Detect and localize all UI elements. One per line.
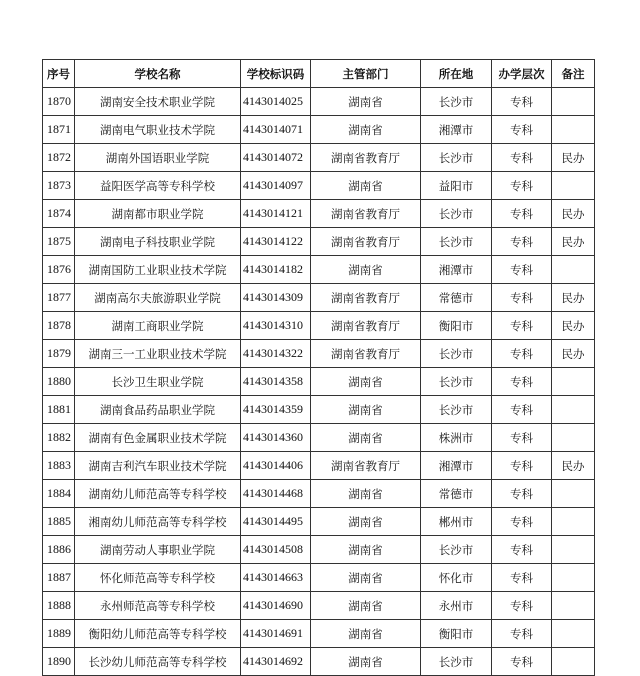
cell-level: 专科 [492,480,552,508]
cell-authority: 湖南省教育厅 [311,452,421,480]
table-row [43,424,595,452]
cell-level: 专科 [492,116,552,144]
cell-school-name: 湖南国防工业职业技术学院 [75,256,241,284]
table-row [43,508,595,536]
cell-school-name: 益阳医学高等专科学校 [75,172,241,200]
cell-school-code: 4143014310 [241,312,311,340]
cell-level: 专科 [492,508,552,536]
cell-remark [552,424,595,452]
cell-location: 长沙市 [421,396,492,424]
cell-index: 1875 [43,228,75,256]
cell-authority: 湖南省教育厅 [311,312,421,340]
table-row [43,340,595,368]
cell-index: 1886 [43,536,75,564]
cell-school-name: 湘南幼儿师范高等专科学校 [75,508,241,536]
cell-school-name: 湖南有色金属职业技术学院 [75,424,241,452]
cell-authority: 湖南省 [311,88,421,116]
cell-authority: 湖南省 [311,116,421,144]
cell-index: 1887 [43,564,75,592]
cell-school-code: 4143014122 [241,228,311,256]
cell-remark: 民办 [552,228,595,256]
cell-authority: 湖南省 [311,536,421,564]
cell-index: 1871 [43,116,75,144]
cell-authority: 湖南省 [311,620,421,648]
header-level: 办学层次 [492,60,552,88]
cell-location: 常德市 [421,284,492,312]
cell-index: 1880 [43,368,75,396]
cell-authority: 湖南省教育厅 [311,228,421,256]
cell-index: 1888 [43,592,75,620]
table-row [43,592,595,620]
cell-school-name: 长沙卫生职业学院 [75,368,241,396]
header-remark: 备注 [552,60,595,88]
cell-remark [552,368,595,396]
cell-location: 长沙市 [421,340,492,368]
cell-level: 专科 [492,452,552,480]
cell-school-code: 4143014358 [241,368,311,396]
cell-school-name: 湖南电气职业技术学院 [75,116,241,144]
cell-index: 1882 [43,424,75,452]
cell-remark [552,648,595,676]
cell-location: 郴州市 [421,508,492,536]
cell-school-name: 湖南吉利汽车职业技术学院 [75,452,241,480]
table-row [43,648,595,676]
table-body [43,88,595,676]
cell-location: 长沙市 [421,200,492,228]
cell-index: 1870 [43,88,75,116]
header-school-code: 学校标识码 [241,60,311,88]
cell-authority: 湖南省 [311,508,421,536]
cell-authority: 湖南省教育厅 [311,284,421,312]
cell-level: 专科 [492,200,552,228]
cell-remark: 民办 [552,200,595,228]
cell-school-code: 4143014322 [241,340,311,368]
cell-remark [552,620,595,648]
cell-school-name: 湖南工商职业学院 [75,312,241,340]
cell-school-name: 湖南幼儿师范高等专科学校 [75,480,241,508]
cell-location: 益阳市 [421,172,492,200]
cell-index: 1873 [43,172,75,200]
cell-school-name: 湖南劳动人事职业学院 [75,536,241,564]
cell-level: 专科 [492,368,552,396]
cell-level: 专科 [492,256,552,284]
cell-school-name: 湖南外国语职业学院 [75,144,241,172]
cell-authority: 湖南省 [311,424,421,452]
cell-level: 专科 [492,536,552,564]
cell-authority: 湖南省 [311,564,421,592]
cell-index: 1878 [43,312,75,340]
cell-level: 专科 [492,144,552,172]
header-location: 所在地 [421,60,492,88]
cell-authority: 湖南省 [311,368,421,396]
cell-school-code: 4143014071 [241,116,311,144]
cell-school-code: 4143014097 [241,172,311,200]
table-row [43,396,595,424]
table-row [43,144,595,172]
cell-remark [552,116,595,144]
cell-location: 湘潭市 [421,116,492,144]
cell-remark: 民办 [552,284,595,312]
cell-level: 专科 [492,312,552,340]
cell-authority: 湖南省 [311,396,421,424]
cell-index: 1877 [43,284,75,312]
cell-location: 长沙市 [421,648,492,676]
cell-remark: 民办 [552,312,595,340]
cell-level: 专科 [492,228,552,256]
cell-location: 长沙市 [421,368,492,396]
cell-remark: 民办 [552,144,595,172]
cell-remark: 民办 [552,452,595,480]
cell-level: 专科 [492,564,552,592]
cell-location: 长沙市 [421,144,492,172]
cell-location: 衡阳市 [421,620,492,648]
cell-authority: 湖南省 [311,256,421,284]
cell-school-code: 4143014359 [241,396,311,424]
cell-authority: 湖南省教育厅 [311,340,421,368]
cell-location: 株洲市 [421,424,492,452]
cell-school-code: 4143014360 [241,424,311,452]
cell-remark [552,256,595,284]
cell-school-name: 湖南三一工业职业技术学院 [75,340,241,368]
cell-remark [552,396,595,424]
table-row [43,228,595,256]
cell-index: 1889 [43,620,75,648]
cell-index: 1884 [43,480,75,508]
cell-school-code: 4143014692 [241,648,311,676]
header-authority: 主管部门 [311,60,421,88]
cell-index: 1881 [43,396,75,424]
cell-index: 1879 [43,340,75,368]
cell-authority: 湖南省教育厅 [311,200,421,228]
cell-school-code: 4143014690 [241,592,311,620]
cell-location: 长沙市 [421,88,492,116]
cell-level: 专科 [492,172,552,200]
cell-level: 专科 [492,648,552,676]
table-row [43,368,595,396]
cell-location: 常德市 [421,480,492,508]
table-row [43,172,595,200]
school-list-table-container [42,59,594,676]
cell-index: 1874 [43,200,75,228]
cell-remark [552,592,595,620]
cell-authority: 湖南省 [311,592,421,620]
cell-index: 1876 [43,256,75,284]
cell-level: 专科 [492,396,552,424]
cell-index: 1883 [43,452,75,480]
header-index: 序号 [43,60,75,88]
table-row [43,536,595,564]
cell-remark [552,564,595,592]
cell-school-name: 长沙幼儿师范高等专科学校 [75,648,241,676]
table-row [43,116,595,144]
table-row [43,480,595,508]
cell-authority: 湖南省 [311,648,421,676]
cell-index: 1872 [43,144,75,172]
cell-location: 湘潭市 [421,256,492,284]
cell-school-code: 4143014309 [241,284,311,312]
table-row [43,200,595,228]
cell-level: 专科 [492,424,552,452]
cell-school-code: 4143014121 [241,200,311,228]
table-row [43,88,595,116]
cell-school-code: 4143014182 [241,256,311,284]
cell-school-name: 湖南食品药品职业学院 [75,396,241,424]
cell-school-code: 4143014663 [241,564,311,592]
school-list-table [42,59,595,676]
table-row [43,452,595,480]
cell-remark: 民办 [552,340,595,368]
cell-remark [552,88,595,116]
cell-remark [552,172,595,200]
cell-school-name: 怀化师范高等专科学校 [75,564,241,592]
cell-school-code: 4143014072 [241,144,311,172]
cell-school-name: 湖南都市职业学院 [75,200,241,228]
cell-index: 1890 [43,648,75,676]
cell-school-name: 衡阳幼儿师范高等专科学校 [75,620,241,648]
table-row [43,312,595,340]
cell-level: 专科 [492,592,552,620]
cell-school-name: 湖南电子科技职业学院 [75,228,241,256]
cell-location: 长沙市 [421,536,492,564]
cell-school-name: 湖南高尔夫旅游职业学院 [75,284,241,312]
cell-school-code: 4143014508 [241,536,311,564]
table-row [43,284,595,312]
cell-school-code: 4143014691 [241,620,311,648]
cell-location: 长沙市 [421,228,492,256]
table-header-row [43,60,595,88]
header-school-name: 学校名称 [75,60,241,88]
cell-location: 永州市 [421,592,492,620]
cell-level: 专科 [492,620,552,648]
table-row [43,620,595,648]
cell-remark [552,480,595,508]
cell-location: 湘潭市 [421,452,492,480]
cell-remark [552,536,595,564]
cell-index: 1885 [43,508,75,536]
cell-location: 衡阳市 [421,312,492,340]
cell-location: 怀化市 [421,564,492,592]
table-row [43,256,595,284]
cell-school-code: 4143014495 [241,508,311,536]
cell-school-name: 湖南安全技术职业学院 [75,88,241,116]
table-row [43,564,595,592]
cell-school-code: 4143014025 [241,88,311,116]
cell-remark [552,508,595,536]
cell-level: 专科 [492,340,552,368]
cell-level: 专科 [492,284,552,312]
cell-level: 专科 [492,88,552,116]
cell-school-name: 永州师范高等专科学校 [75,592,241,620]
cell-school-code: 4143014468 [241,480,311,508]
cell-authority: 湖南省教育厅 [311,144,421,172]
cell-authority: 湖南省 [311,172,421,200]
cell-authority: 湖南省 [311,480,421,508]
cell-school-code: 4143014406 [241,452,311,480]
